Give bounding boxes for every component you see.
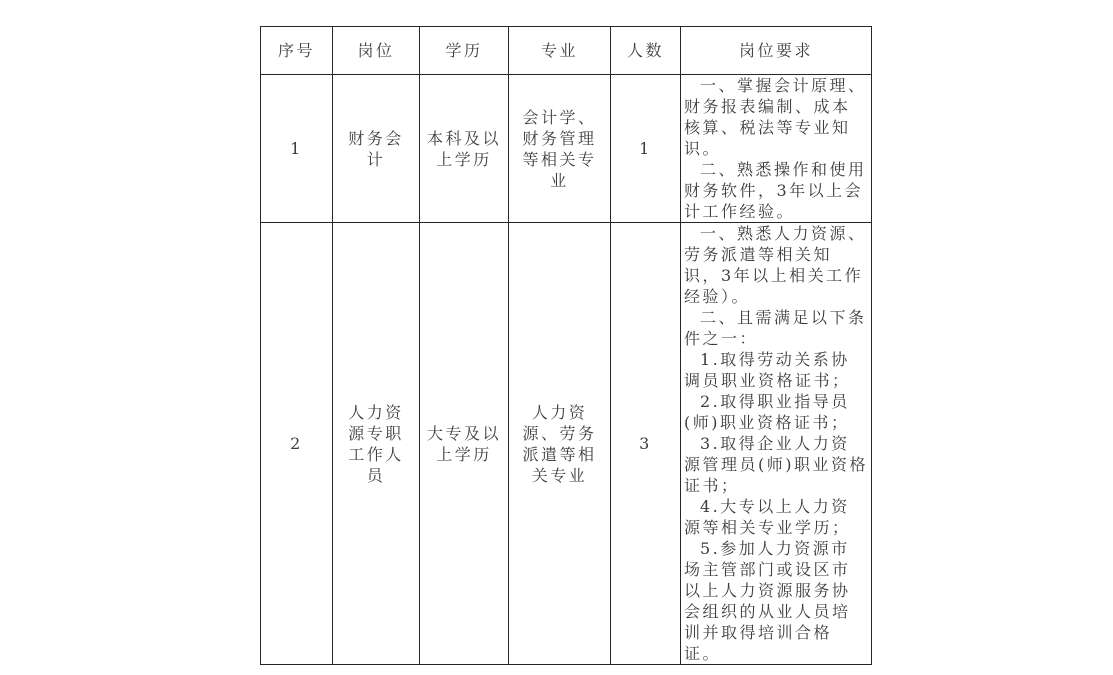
- header-cell-position: 岗位: [333, 27, 420, 75]
- table-row: [261, 223, 872, 665]
- requirement-paragraph: 二、且需满足以下条件之一：: [684, 308, 867, 348]
- cell-requirements: [681, 75, 872, 223]
- requirement-paragraph: 2.取得职业指导员(师)职业资格证书；: [684, 392, 850, 432]
- header-cell-major: 专业: [509, 27, 611, 75]
- table-row: [261, 75, 872, 223]
- cell-major: 会计学、财务管理等相关专业: [509, 75, 611, 223]
- requirement-paragraph: 二、熟悉操作和使用财务软件，3年以上会计工作经验。: [684, 160, 867, 221]
- requirement-paragraph: 5.参加人力资源市场主管部门或设区市以上人力资源服务协会组织的从业人员培训并取得培训合格证。: [684, 539, 851, 663]
- cell-major: 人力资源、劳务派遣等相关专业: [509, 223, 611, 665]
- cell-position: 人力资源专职工作人员: [333, 223, 420, 665]
- cell-count: 3: [611, 223, 681, 665]
- header-cell-requirements: 岗位要求: [681, 27, 872, 75]
- cell-count: 1: [611, 75, 681, 223]
- requirement-paragraph: 3.取得企业人力资源管理员(师)职业资格证书；: [684, 434, 868, 495]
- header-cell-count: 人数: [611, 27, 681, 75]
- cell-education: 本科及以上学历: [420, 75, 509, 223]
- table-header-row: [261, 27, 872, 75]
- requirement-paragraph: 4.大专以上人力资源等相关专业学历；: [684, 497, 851, 537]
- requirement-paragraph: 1.取得劳动关系协调员职业资格证书；: [684, 350, 851, 390]
- cell-requirements: [681, 223, 872, 665]
- requirement-paragraph: 一、掌握会计原理、财务报表编制、成本核算、税法等专业知识。: [684, 76, 867, 158]
- header-cell-seq: 序号: [261, 27, 333, 75]
- requirement-paragraph: 一、熟悉人力资源、劳务派遣等相关知识，3年以上相关工作经验）。: [684, 224, 867, 306]
- cell-seq: 2: [261, 223, 333, 665]
- cell-education: 大专及以上学历: [420, 223, 509, 665]
- cell-seq: 1: [261, 75, 333, 223]
- recruitment-table: [260, 26, 872, 665]
- header-cell-education: 学历: [420, 27, 509, 75]
- cell-position: 财务会计: [333, 75, 420, 223]
